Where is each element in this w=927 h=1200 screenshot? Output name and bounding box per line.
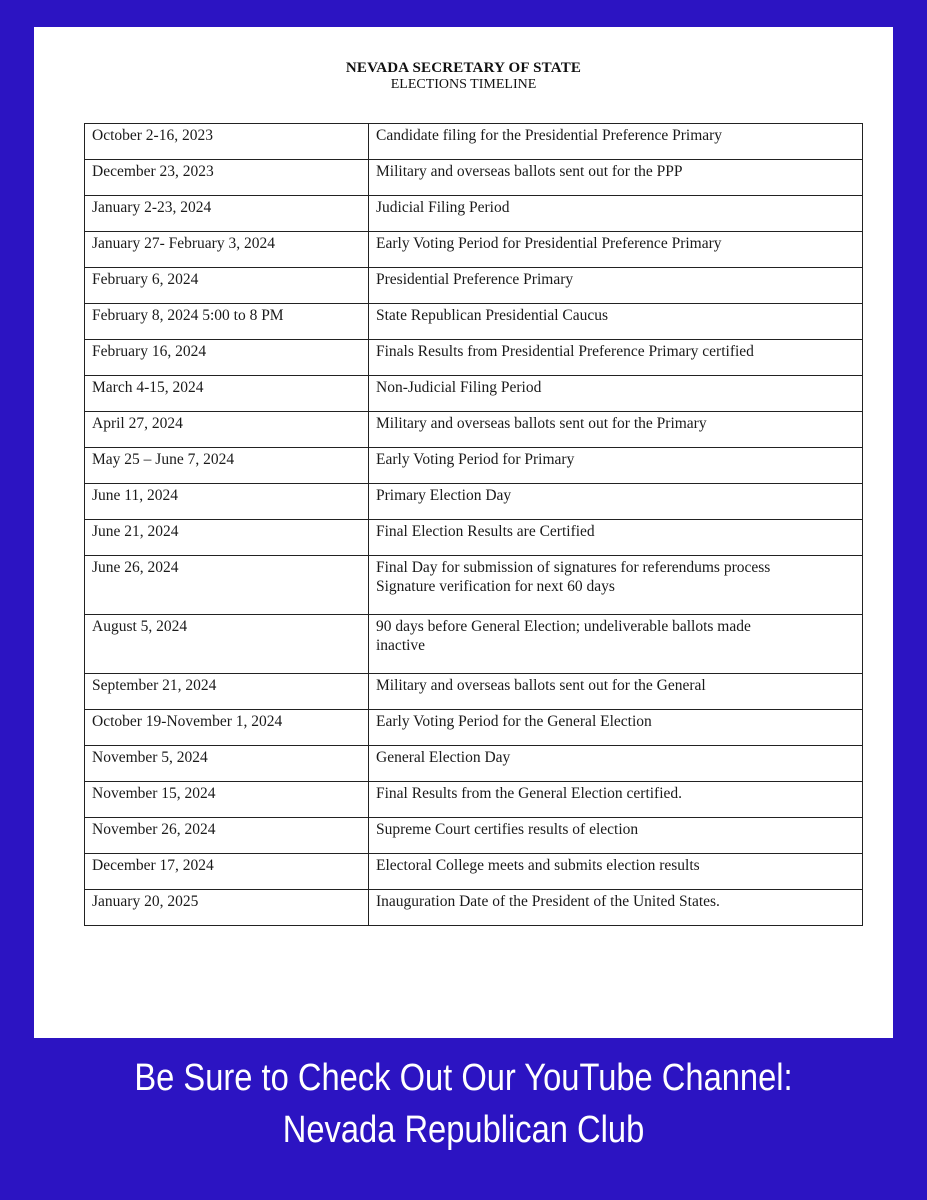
date-cell: June 26, 2024 xyxy=(85,556,369,615)
table-row xyxy=(85,710,863,746)
table-row xyxy=(85,232,863,268)
table-row xyxy=(85,304,863,340)
date-cell: June 11, 2024 xyxy=(85,484,369,520)
table-row xyxy=(85,196,863,232)
table-row xyxy=(85,484,863,520)
table-row xyxy=(85,556,863,615)
table-row xyxy=(85,674,863,710)
event-cell: Supreme Court certifies results of election xyxy=(369,818,863,854)
event-line: 90 days before General Election; undeliverable ballots made xyxy=(376,618,751,635)
date-cell: November 26, 2024 xyxy=(85,818,369,854)
table-row xyxy=(85,746,863,782)
event-cell: Military and overseas ballots sent out for the General xyxy=(369,674,863,710)
event-cell: Presidential Preference Primary xyxy=(369,268,863,304)
date-cell: March 4-15, 2024 xyxy=(85,376,369,412)
date-cell: April 27, 2024 xyxy=(85,412,369,448)
event-cell: Inauguration Date of the President of the United States. xyxy=(369,890,863,926)
event-cell: Non-Judicial Filing Period xyxy=(369,376,863,412)
date-cell: June 21, 2024 xyxy=(85,520,369,556)
date-cell: October 2-16, 2023 xyxy=(85,124,369,160)
event-cell: Electoral College meets and submits election results xyxy=(369,854,863,890)
date-cell: February 8, 2024 5:00 to 8 PM xyxy=(85,304,369,340)
date-cell: November 5, 2024 xyxy=(85,746,369,782)
date-cell: August 5, 2024 xyxy=(85,615,369,674)
document-title: NEVADA SECRETARY OF STATE xyxy=(345,60,582,76)
event-line: Signature verification for next 60 days xyxy=(376,578,615,595)
event-cell: Judicial Filing Period xyxy=(369,196,863,232)
date-cell: January 27- February 3, 2024 xyxy=(85,232,369,268)
date-cell: December 17, 2024 xyxy=(85,854,369,890)
table-row xyxy=(85,520,863,556)
table-row xyxy=(85,160,863,196)
footer-line-2: Nevada Republican Club xyxy=(282,1109,645,1151)
table-row xyxy=(85,782,863,818)
event-cell: Final Results from the General Election certified. xyxy=(369,782,863,818)
table-row xyxy=(85,854,863,890)
event-cell: Finals Results from Presidential Preference Primary certified xyxy=(369,340,863,376)
document-sheet xyxy=(34,27,893,1038)
event-cell: Final Election Results are Certified xyxy=(369,520,863,556)
event-line: Final Day for submission of signatures for referendums process xyxy=(376,559,771,576)
date-cell: December 23, 2023 xyxy=(85,160,369,196)
date-cell: February 6, 2024 xyxy=(85,268,369,304)
table-row xyxy=(85,890,863,926)
table-row xyxy=(85,124,863,160)
table-row xyxy=(85,340,863,376)
table-row xyxy=(85,376,863,412)
table-row xyxy=(85,412,863,448)
date-cell: February 16, 2024 xyxy=(85,340,369,376)
date-cell: January 2-23, 2024 xyxy=(85,196,369,232)
event-line: inactive xyxy=(376,637,426,654)
footer-line-1: Be Sure to Check Out Our YouTube Channel: xyxy=(134,1057,793,1099)
event-cell: Early Voting Period for Primary xyxy=(369,448,863,484)
date-cell: October 19-November 1, 2024 xyxy=(85,710,369,746)
event-cell: Early Voting Period for the General Election xyxy=(369,710,863,746)
event-cell: Candidate filing for the Presidential Preference Primary xyxy=(369,124,863,160)
date-cell: May 25 – June 7, 2024 xyxy=(85,448,369,484)
event-cell xyxy=(369,615,863,674)
document-subtitle: ELECTIONS TIMELINE xyxy=(390,77,537,92)
event-cell: Military and overseas ballots sent out for the PPP xyxy=(369,160,863,196)
footer-banner xyxy=(65,1052,862,1156)
event-cell: Primary Election Day xyxy=(369,484,863,520)
event-cell: Early Voting Period for Presidential Preference Primary xyxy=(369,232,863,268)
date-cell: January 20, 2025 xyxy=(85,890,369,926)
table-row xyxy=(85,448,863,484)
timeline-table xyxy=(84,123,863,926)
event-cell xyxy=(369,556,863,615)
event-cell: General Election Day xyxy=(369,746,863,782)
date-cell: September 21, 2024 xyxy=(85,674,369,710)
table-row xyxy=(85,818,863,854)
event-cell: Military and overseas ballots sent out for the Primary xyxy=(369,412,863,448)
table-row xyxy=(85,268,863,304)
date-cell: November 15, 2024 xyxy=(85,782,369,818)
event-cell: State Republican Presidential Caucus xyxy=(369,304,863,340)
table-row xyxy=(85,615,863,674)
